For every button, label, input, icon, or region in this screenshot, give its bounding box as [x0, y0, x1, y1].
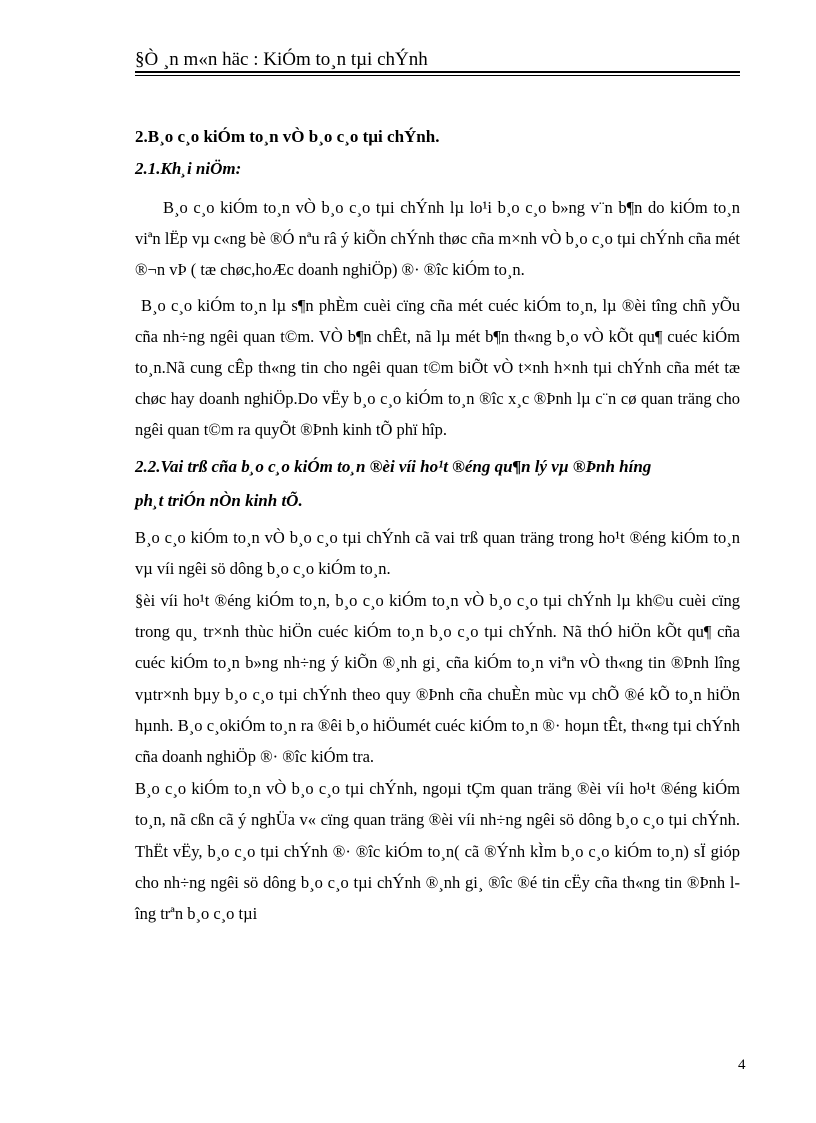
- section-heading: 2.B¸o c¸o kiÓm to¸n vÒ b¸o c¸o tµi chÝnh.: [135, 127, 440, 146]
- subsection-heading-2-2-line2: ph¸t triÓn nÒn kinh tÕ.: [135, 490, 303, 510]
- paragraph-definition: B¸o c¸o kiÓm to¸n vÒ b¸o c¸o tµi chÝnh lµ lo¹i b¸o c¸o b»ng v¨n b¶n do kiÓm to¸n viªn lËp vµ c«ng bè ®Ó nªu râ ý kiÕn chÝnh thøc cña m×nh vÒ b¸o c¸o tµi chÝnh cña mét ®¬n vÞ ( tæ chøc,hoÆc doanh nghiÖp) ®· ®îc kiÓm to¸n.: [135, 198, 740, 280]
- subsection-heading-2-1: 2.1.Kh¸i niÖm:: [135, 159, 242, 178]
- paragraph-role: B¸o c¸o kiÓm to¸n vÒ b¸o c¸o tµi chÝnh cã vai trß quan träng trong ho¹t ®éng kiÓm to¸n vµ víi ngêi sö dông b¸o c¸o kiÓm to¸n.: [135, 527, 740, 578]
- paragraph-audit-activity: §èi víi ho¹t ®éng kiÓm to¸n, b¸o c¸o kiÓm to¸n vÒ b¸o c¸o tµi chÝnh lµ kh©u cuèi cïng trong qu¸ tr×nh thùc hiÖn cuéc kiÓm to¸n b¸o c¸o tµi chÝnh. Nã thÓ hiÖn kÕt qu¶ cña cuéc kiÓm to¸n b»ng nh÷ng ý kiÕn ®¸nh gi¸ cña kiÓm to¸n viªn vÒ th«ng tin ®Þnh lîng vµtr×nh bµy b¸o c¸o tµi chÝnh theo quy ®Þnh cña chuÈn mùc vµ chÕ ®é kÕ to¸n hiÖn hµnh. B¸o c¸okiÓm to¸n ra ®êi b¸o hiÖumét cuéc kiÓm to¸n ®· hoµn tÊt, th«ng tµi chÝnh cña doanh nghiÖp ®· ®îc kiÓm tra.: [135, 591, 740, 767]
- paragraph-product: B¸o c¸o kiÓm to¸n lµ s¶n phÈm cuèi cïng cña mét cuéc kiÓm to¸n, lµ ®èi tîng chñ yÕu cña nh÷ng ngêi quan t©m. VÒ b¶n chÊt, nã lµ mét b¶n th«ng b¸o vÒ kÕt qu¶ cuéc kiÓm to¸n.Nã cung cÊp th«ng tin cho ngêi quan t©m biÕt vÒ t×nh h×nh tµi chÝnh cña mét tæ chøc hay doanh nghiÖp.Do vËy b¸o c¸o kiÓm to¸n ®îc x¸c ®Þnh lµ c¨n cø quan träng cho ngêi quan t©m ra quyÕt ®Þnh kinh tÕ phï hîp.: [135, 295, 740, 440]
- page-header: §Ò ¸n m«n häc : KiÓm to¸n tµi chÝnh: [135, 49, 428, 70]
- page-number: 4: [738, 1057, 746, 1073]
- subsection-heading-2-2-line1: 2.2.Vai trß cña b¸o c¸o kiÓm to¸n ®èi víi ho¹t ®éng qu¶n lý vµ ®Þnh híng: [135, 456, 652, 476]
- document-body: [135, 118, 740, 929]
- header-rule-thin: [135, 75, 740, 76]
- header-rule-thick: [135, 71, 740, 73]
- paragraph-users: B¸o c¸o kiÓm to¸n vÒ b¸o c¸o tµi chÝnh, ngoµi tÇm quan träng ®èi víi ho¹t ®éng kiÓm to¸n, nã cßn cã ý nghÜa v« cïng quan träng ®èi víi nh÷ng ngêi sö dông b¸o c¸o tµi chÝnh. ThËt vËy, b¸o c¸o tµi chÝnh ®· ®îc kiÓm to¸n( cã ®Ýnh kÌm b¸o c¸o kiÓm to¸n) sÏ gióp cho nh÷ng ngêi sö dông b¸o c¸o tµi chÝnh ®¸nh gi¸ ®îc ®é tin cËy cña th«ng tin ®Þnh lîng trªn b¸o c¸o tµi: [135, 779, 740, 924]
